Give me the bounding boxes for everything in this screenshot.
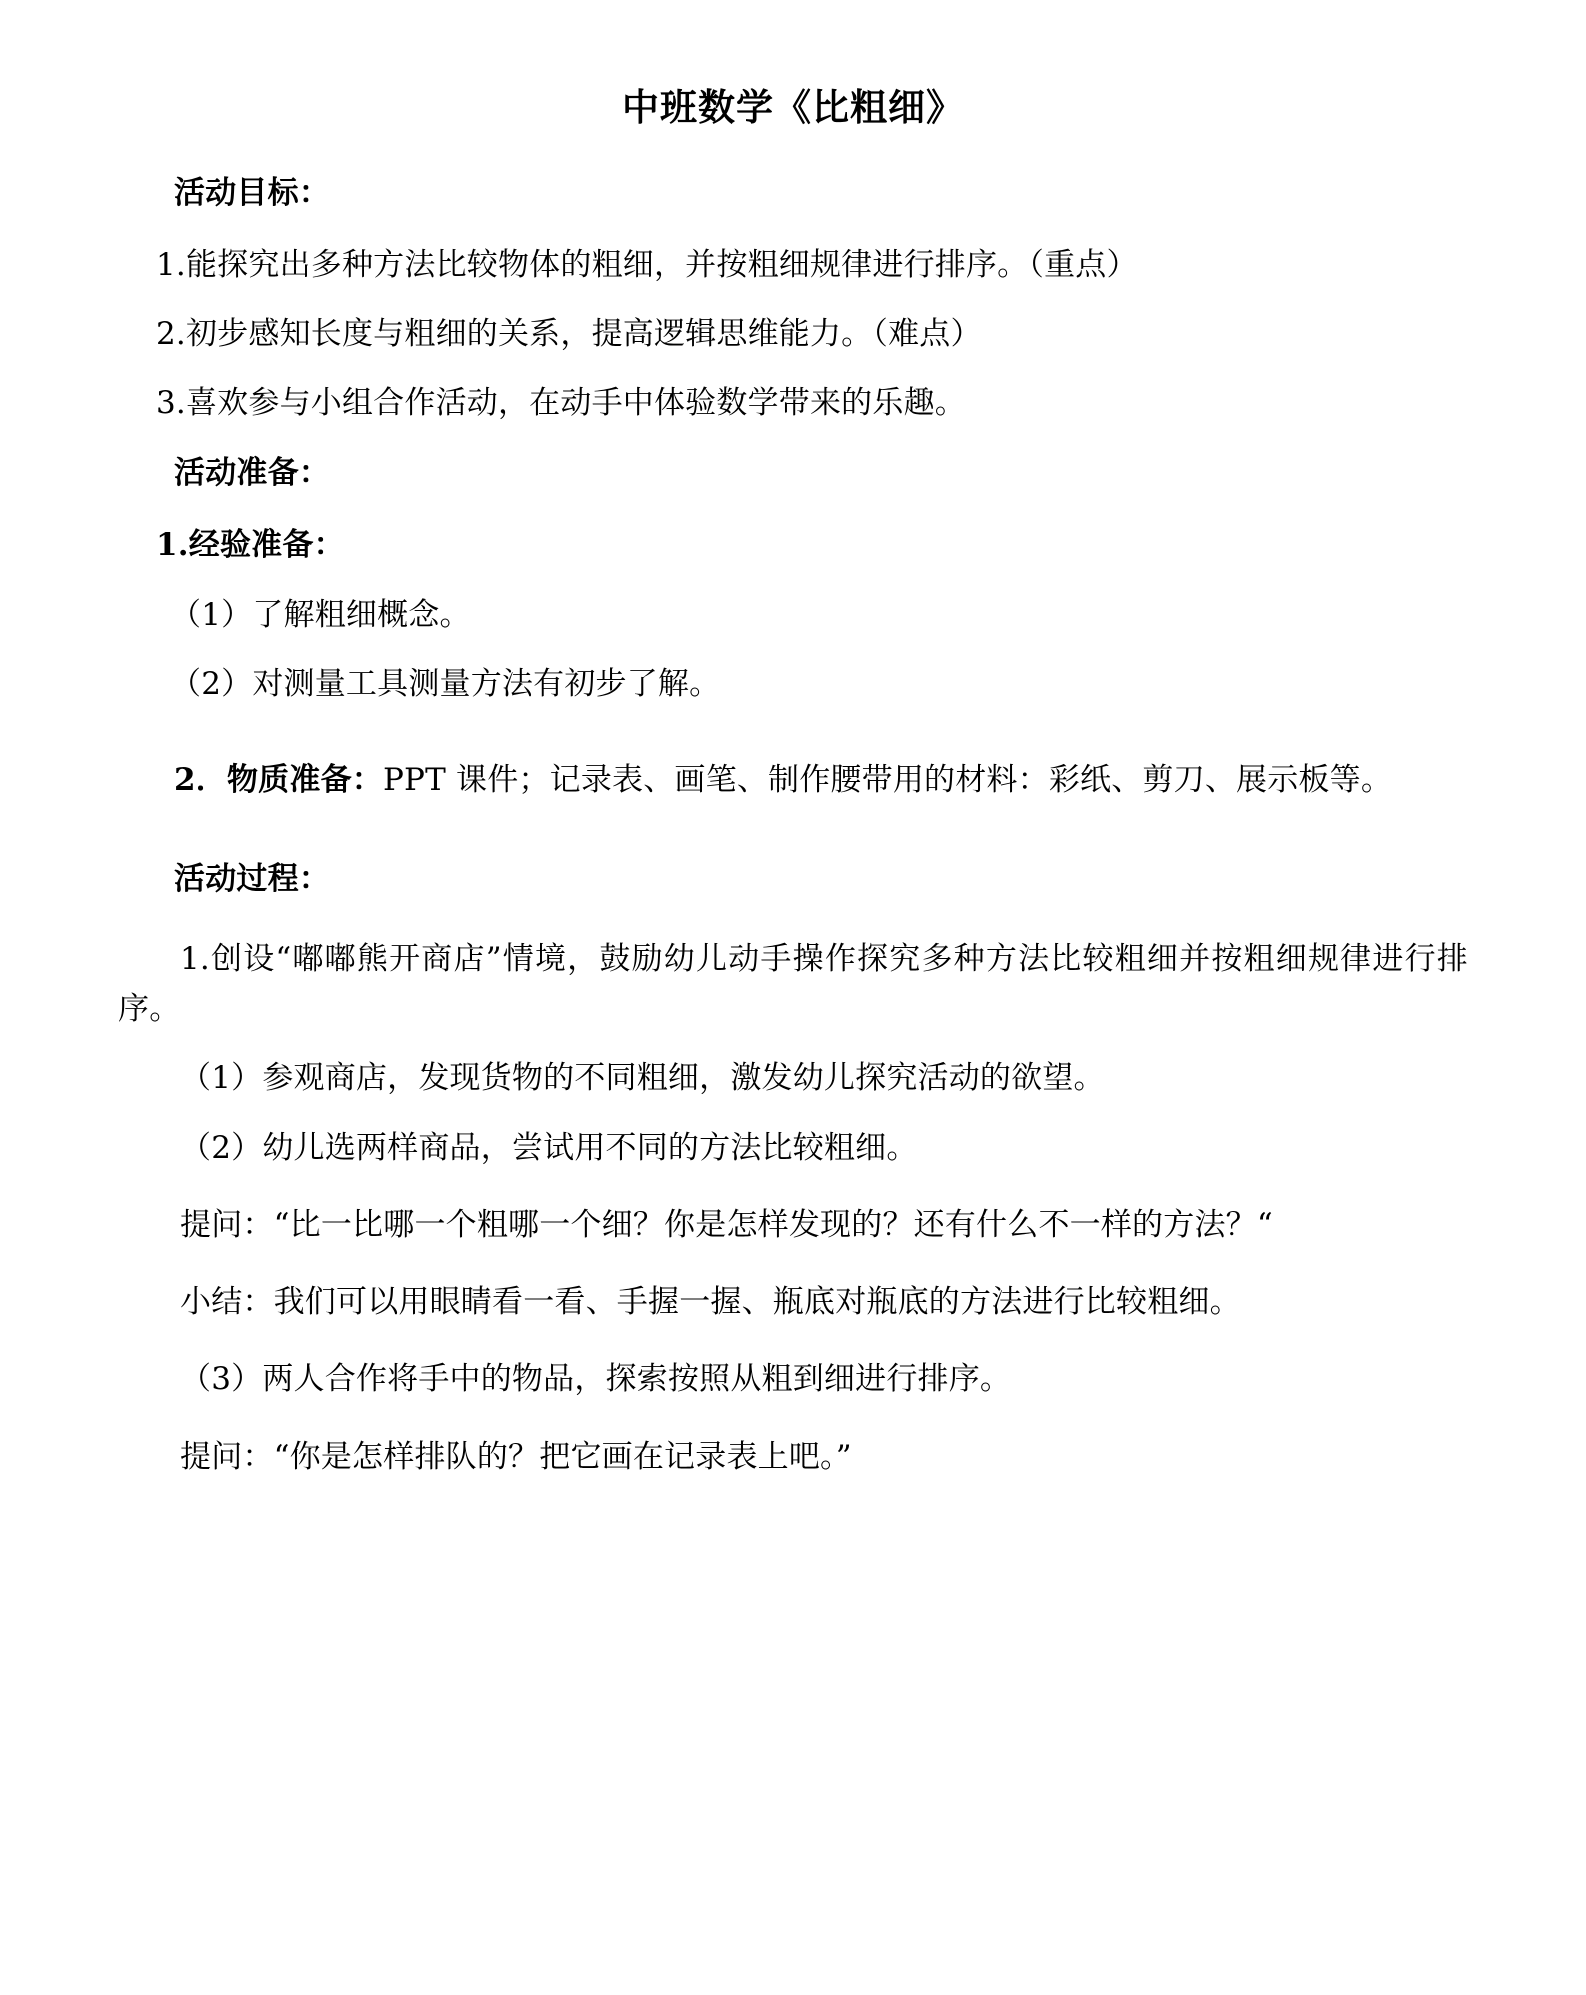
section-heading-process: 活动过程：: [174, 860, 330, 897]
material-preparation-paragraph: [118, 755, 1468, 805]
objective-item-1: 1.能探究出多种方法比较物体的粗细，并按粗细规律进行排序。（重点）: [156, 247, 1138, 284]
spacer: [118, 1269, 1468, 1277]
material-preparation-label: 2．物质准备：: [174, 761, 383, 798]
page-title: 中班数学《比粗细》: [622, 85, 964, 129]
spacer: [118, 729, 1468, 755]
process-step-1: 1.创设“嘟嘟熊开商店”情境，鼓励幼儿动手操作探究多种方法比较粗细并按粗细规律进行排序。: [118, 940, 1468, 1028]
objective-item-2: 2.初步感知长度与粗细的关系，提高逻辑思维能力。（难点）: [156, 316, 982, 353]
section-heading-objectives: 活动目标：: [174, 174, 330, 211]
material-preparation-text: PPT 课件；记录表、画笔、制作腰带用的材料：彩纸、剪刀、展示板等。: [382, 761, 1393, 798]
spacer: [118, 1192, 1468, 1200]
spacer: [118, 1424, 1468, 1432]
experience-item-2: （2）对测量工具测量方法有初步了解。: [170, 666, 721, 703]
process-summary-1: 小结：我们可以用眼睛看一看、手握一握、瓶底对瓶底的方法进行比较粗细。: [180, 1284, 1241, 1321]
spacer: [118, 1346, 1468, 1354]
spacer: [118, 824, 1468, 850]
process-question-2: 提问：“你是怎样排队的？把它画在记录表上吧。”: [180, 1438, 852, 1475]
subsection-heading-experience: 1.经验准备：: [156, 526, 345, 563]
process-step-1-sub-2: （2）幼儿选两样商品，尝试用不同的方法比较粗细。: [180, 1129, 918, 1166]
process-step-1-sub-3: （3）两人合作将手中的物品，探索按照从粗到细进行排序。: [180, 1361, 1012, 1398]
process-step-1-sub-1: （1）参观商店，发现货物的不同粗细，激发幼儿探究活动的欲望。: [180, 1060, 1105, 1097]
spacer: [118, 926, 1468, 934]
process-question-1: 提问：“比一比哪一个粗哪一个细？你是怎样发现的？还有什么不一样的方法？“: [180, 1206, 1273, 1243]
experience-item-1: （1）了解粗细概念。: [170, 597, 471, 634]
section-heading-preparation: 活动准备：: [174, 454, 330, 491]
objective-item-3: 3.喜欢参与小组合作活动，在动手中体验数学带来的乐趣。: [156, 385, 966, 422]
